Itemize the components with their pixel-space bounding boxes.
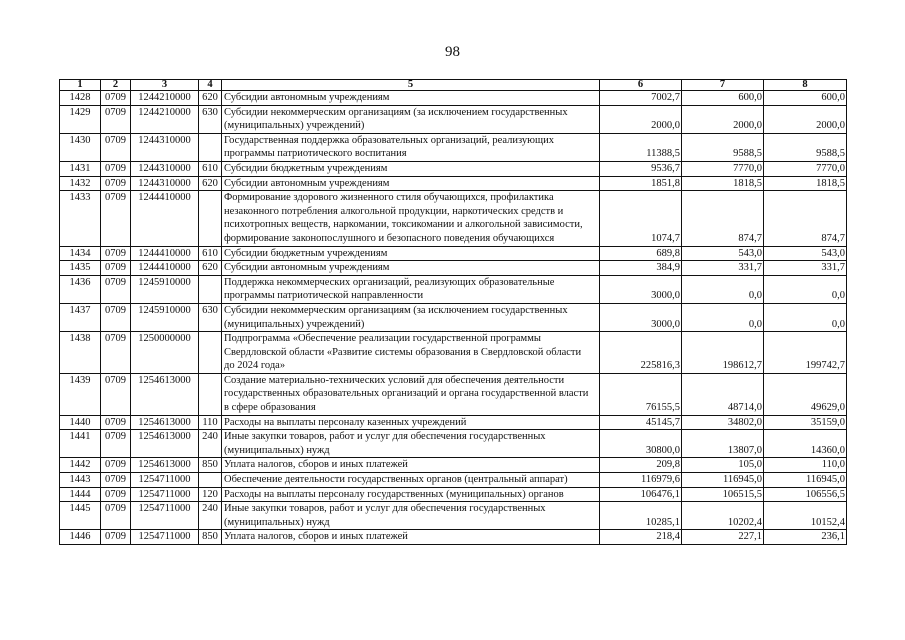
expense-type: 110 xyxy=(199,415,222,430)
header-col-5: 5 xyxy=(222,80,600,91)
expense-type: 240 xyxy=(199,430,222,458)
amount-col-8: 600,0 xyxy=(764,91,847,106)
amount-col-6: 76155,5 xyxy=(600,373,682,415)
row-number: 1431 xyxy=(60,161,101,176)
table-row xyxy=(60,303,847,331)
amount-col-7: 600,0 xyxy=(682,91,764,106)
amount-col-6: 689,8 xyxy=(600,246,682,261)
expense-name-line: Подпрограмма «Обеспечение реализации государственной программы xyxy=(224,333,541,345)
expense-type: 240 xyxy=(199,502,222,530)
expense-name xyxy=(222,191,600,246)
amount-col-6: 1074,7 xyxy=(600,191,682,246)
expense-type: 120 xyxy=(199,487,222,502)
row-number: 1446 xyxy=(60,530,101,545)
page-number: 98 xyxy=(445,44,460,60)
header-col-2: 2 xyxy=(101,80,131,91)
expense-name-line: (муниципальных) учреждений) xyxy=(224,318,365,330)
amount-col-7: 543,0 xyxy=(682,246,764,261)
expense-type: 610 xyxy=(199,246,222,261)
expense-name-line: Субсидии некоммерческим организациям (за исключением государственных xyxy=(224,304,568,316)
row-number: 1442 xyxy=(60,458,101,473)
amount-col-8: 49629,0 xyxy=(764,373,847,415)
expense-type: 620 xyxy=(199,176,222,191)
expense-type: 620 xyxy=(199,261,222,276)
header-col-4: 4 xyxy=(199,80,222,91)
amount-col-7: 105,0 xyxy=(682,458,764,473)
row-number: 1438 xyxy=(60,332,101,374)
row-number: 1441 xyxy=(60,430,101,458)
table-row xyxy=(60,502,847,530)
amount-col-8: 874,7 xyxy=(764,191,847,246)
header-col-7: 7 xyxy=(682,80,764,91)
target-code: 1254711000 xyxy=(131,502,199,530)
section-code: 0709 xyxy=(101,332,131,374)
expense-name xyxy=(222,473,600,488)
target-code: 1244310000 xyxy=(131,133,199,161)
expense-name-line: Создание материально-технических условий для обеспечения деятельности xyxy=(224,374,565,386)
section-code: 0709 xyxy=(101,161,131,176)
amount-col-7: 106515,5 xyxy=(682,487,764,502)
amount-col-8: 0,0 xyxy=(764,275,847,303)
expense-name xyxy=(222,373,600,415)
amount-col-8: 199742,7 xyxy=(764,332,847,374)
expense-name-line: психотропных веществ, наркомании, токсикомании и алкогольной зависимости, xyxy=(224,219,583,231)
expense-name xyxy=(222,161,600,176)
target-code: 1244210000 xyxy=(131,105,199,133)
amount-col-6: 2000,0 xyxy=(600,105,682,133)
row-number: 1439 xyxy=(60,373,101,415)
amount-col-8: 9588,5 xyxy=(764,133,847,161)
expense-name xyxy=(222,458,600,473)
row-number: 1440 xyxy=(60,415,101,430)
expense-name-line: до 2024 года» xyxy=(224,360,286,372)
amount-col-6: 9536,7 xyxy=(600,161,682,176)
section-code: 0709 xyxy=(101,430,131,458)
table-row xyxy=(60,458,847,473)
target-code: 1244210000 xyxy=(131,91,199,106)
expense-name xyxy=(222,246,600,261)
amount-col-7: 116945,0 xyxy=(682,473,764,488)
header-col-3: 3 xyxy=(131,80,199,91)
section-code: 0709 xyxy=(101,261,131,276)
expense-name-line: Свердловской области «Развитие системы образования в Свердловской области xyxy=(224,346,582,358)
expense-name-line: Субсидии некоммерческим организациям (за исключением государственных xyxy=(224,106,568,118)
amount-col-6: 10285,1 xyxy=(600,502,682,530)
expense-name xyxy=(222,332,600,374)
amount-col-8: 2000,0 xyxy=(764,105,847,133)
amount-col-7: 34802,0 xyxy=(682,415,764,430)
target-code: 1254711000 xyxy=(131,487,199,502)
amount-col-8: 1818,5 xyxy=(764,176,847,191)
expense-name xyxy=(222,133,600,161)
amount-col-6: 384,9 xyxy=(600,261,682,276)
amount-col-7: 2000,0 xyxy=(682,105,764,133)
row-number: 1428 xyxy=(60,91,101,106)
expense-name xyxy=(222,261,600,276)
section-code: 0709 xyxy=(101,502,131,530)
section-code: 0709 xyxy=(101,105,131,133)
amount-col-7: 1818,5 xyxy=(682,176,764,191)
expense-name-line: Субсидии бюджетным учреждениям xyxy=(224,247,388,259)
amount-col-8: 543,0 xyxy=(764,246,847,261)
section-code: 0709 xyxy=(101,458,131,473)
expense-name xyxy=(222,91,600,106)
section-code: 0709 xyxy=(101,246,131,261)
amount-col-7: 874,7 xyxy=(682,191,764,246)
table-row xyxy=(60,176,847,191)
amount-col-6: 209,8 xyxy=(600,458,682,473)
expense-type xyxy=(199,275,222,303)
expense-name-line: Субсидии автономным учреждениям xyxy=(224,177,390,189)
expense-type: 630 xyxy=(199,303,222,331)
table-row xyxy=(60,530,847,545)
expense-name xyxy=(222,303,600,331)
target-code: 1244310000 xyxy=(131,176,199,191)
expense-name-line: Расходы на выплаты персоналу казенных учреждений xyxy=(224,416,467,428)
row-number: 1437 xyxy=(60,303,101,331)
section-code: 0709 xyxy=(101,530,131,545)
expense-name-line: (муниципальных) нужд xyxy=(224,444,330,456)
header-col-6: 6 xyxy=(600,80,682,91)
table-row xyxy=(60,105,847,133)
amount-col-8: 14360,0 xyxy=(764,430,847,458)
amount-col-7: 0,0 xyxy=(682,303,764,331)
expense-name-line: Иные закупки товаров, работ и услуг для обеспечения государственных xyxy=(224,431,546,443)
table-header-row xyxy=(60,80,847,91)
amount-col-6: 30800,0 xyxy=(600,430,682,458)
target-code: 1254711000 xyxy=(131,530,199,545)
amount-col-8: 7770,0 xyxy=(764,161,847,176)
expense-name-line: Обеспечение деятельности государственных органов (центральный аппарат) xyxy=(224,474,568,486)
expense-name xyxy=(222,275,600,303)
amount-col-6: 218,4 xyxy=(600,530,682,545)
target-code: 1250000000 xyxy=(131,332,199,374)
expense-name-line: программы патриотической направленности xyxy=(224,290,424,302)
row-number: 1445 xyxy=(60,502,101,530)
target-code: 1244310000 xyxy=(131,161,199,176)
expense-type xyxy=(199,191,222,246)
header-col-1: 1 xyxy=(60,80,101,91)
expense-type xyxy=(199,332,222,374)
target-code: 1244410000 xyxy=(131,261,199,276)
table-row xyxy=(60,415,847,430)
table-row xyxy=(60,133,847,161)
amount-col-6: 45145,7 xyxy=(600,415,682,430)
amount-col-7: 10202,4 xyxy=(682,502,764,530)
section-code: 0709 xyxy=(101,473,131,488)
amount-col-7: 331,7 xyxy=(682,261,764,276)
row-number: 1429 xyxy=(60,105,101,133)
expense-name-line: (муниципальных) нужд xyxy=(224,516,330,528)
target-code: 1254613000 xyxy=(131,373,199,415)
expense-name xyxy=(222,487,600,502)
expense-type: 850 xyxy=(199,458,222,473)
table-row xyxy=(60,161,847,176)
target-code: 1245910000 xyxy=(131,275,199,303)
expense-type: 610 xyxy=(199,161,222,176)
amount-col-6: 225816,3 xyxy=(600,332,682,374)
amount-col-8: 10152,4 xyxy=(764,502,847,530)
row-number: 1434 xyxy=(60,246,101,261)
expense-name-line: государственных образовательных организаций и органа государственной власти xyxy=(224,388,589,400)
row-number: 1430 xyxy=(60,133,101,161)
target-code: 1254613000 xyxy=(131,430,199,458)
row-number: 1432 xyxy=(60,176,101,191)
expense-type: 850 xyxy=(199,530,222,545)
expense-name-line: Расходы на выплаты персоналу государственных (муниципальных) органов xyxy=(224,488,564,500)
expense-name-line: (муниципальных) учреждений) xyxy=(224,120,365,132)
expense-name-line: Субсидии бюджетным учреждениям xyxy=(224,162,388,174)
amount-col-8: 116945,0 xyxy=(764,473,847,488)
section-code: 0709 xyxy=(101,275,131,303)
header-col-8: 8 xyxy=(764,80,847,91)
table-row xyxy=(60,373,847,415)
amount-col-7: 7770,0 xyxy=(682,161,764,176)
amount-col-7: 0,0 xyxy=(682,275,764,303)
table-row xyxy=(60,191,847,246)
expense-type xyxy=(199,473,222,488)
table-row xyxy=(60,261,847,276)
budget-table xyxy=(59,79,847,545)
target-code: 1244410000 xyxy=(131,246,199,261)
expense-type: 620 xyxy=(199,91,222,106)
amount-col-8: 35159,0 xyxy=(764,415,847,430)
expense-type: 630 xyxy=(199,105,222,133)
table-row xyxy=(60,332,847,374)
amount-col-6: 3000,0 xyxy=(600,303,682,331)
amount-col-7: 227,1 xyxy=(682,530,764,545)
section-code: 0709 xyxy=(101,303,131,331)
expense-name-line: незаконного потребления алкогольной продукции, наркотических средств и xyxy=(224,205,564,217)
table-row xyxy=(60,246,847,261)
expense-name xyxy=(222,530,600,545)
amount-col-7: 48714,0 xyxy=(682,373,764,415)
amount-col-8: 110,0 xyxy=(764,458,847,473)
expense-name-line: Уплата налогов, сборов и иных платежей xyxy=(224,459,408,471)
target-code: 1254711000 xyxy=(131,473,199,488)
amount-col-8: 0,0 xyxy=(764,303,847,331)
section-code: 0709 xyxy=(101,415,131,430)
table-row xyxy=(60,275,847,303)
amount-col-7: 198612,7 xyxy=(682,332,764,374)
section-code: 0709 xyxy=(101,91,131,106)
row-number: 1435 xyxy=(60,261,101,276)
target-code: 1245910000 xyxy=(131,303,199,331)
expense-name xyxy=(222,105,600,133)
row-number: 1433 xyxy=(60,191,101,246)
expense-name-line: Поддержка некоммерческих организаций, реализующих образовательные xyxy=(224,276,555,288)
expense-name xyxy=(222,176,600,191)
expense-type xyxy=(199,373,222,415)
row-number: 1444 xyxy=(60,487,101,502)
row-number: 1436 xyxy=(60,275,101,303)
expense-name xyxy=(222,415,600,430)
expense-name-line: программы патриотического воспитания xyxy=(224,148,407,160)
row-number: 1443 xyxy=(60,473,101,488)
expense-name-line: Государственная поддержка образовательных организаций, реализующих xyxy=(224,134,554,146)
target-code: 1254613000 xyxy=(131,458,199,473)
amount-col-6: 1851,8 xyxy=(600,176,682,191)
expense-name-line: Уплата налогов, сборов и иных платежей xyxy=(224,531,408,543)
section-code: 0709 xyxy=(101,487,131,502)
amount-col-6: 106476,1 xyxy=(600,487,682,502)
table-row xyxy=(60,91,847,106)
table-body xyxy=(60,91,847,545)
expense-name-line: Субсидии автономным учреждениям xyxy=(224,92,390,103)
expense-type xyxy=(199,133,222,161)
amount-col-7: 9588,5 xyxy=(682,133,764,161)
amount-col-7: 13807,0 xyxy=(682,430,764,458)
target-code: 1244410000 xyxy=(131,191,199,246)
section-code: 0709 xyxy=(101,191,131,246)
section-code: 0709 xyxy=(101,176,131,191)
amount-col-6: 3000,0 xyxy=(600,275,682,303)
table-row xyxy=(60,430,847,458)
expense-name-line: Субсидии автономным учреждениям xyxy=(224,262,390,274)
amount-col-6: 116979,6 xyxy=(600,473,682,488)
table-row xyxy=(60,487,847,502)
table-row xyxy=(60,473,847,488)
expense-name-line: Иные закупки товаров, работ и услуг для обеспечения государственных xyxy=(224,503,546,515)
section-code: 0709 xyxy=(101,373,131,415)
expense-name xyxy=(222,502,600,530)
amount-col-8: 236,1 xyxy=(764,530,847,545)
amount-col-8: 106556,5 xyxy=(764,487,847,502)
amount-col-6: 7002,7 xyxy=(600,91,682,106)
section-code: 0709 xyxy=(101,133,131,161)
expense-name-line: в сфере образования xyxy=(224,402,316,414)
amount-col-6: 11388,5 xyxy=(600,133,682,161)
amount-col-8: 331,7 xyxy=(764,261,847,276)
expense-name-line: Формирование здорового жизненного стиля обучающихся, профилактика xyxy=(224,192,554,204)
expense-name xyxy=(222,430,600,458)
expense-name-line: формирование законопослушного и безопасного поведения обучающихся xyxy=(224,232,555,244)
target-code: 1254613000 xyxy=(131,415,199,430)
